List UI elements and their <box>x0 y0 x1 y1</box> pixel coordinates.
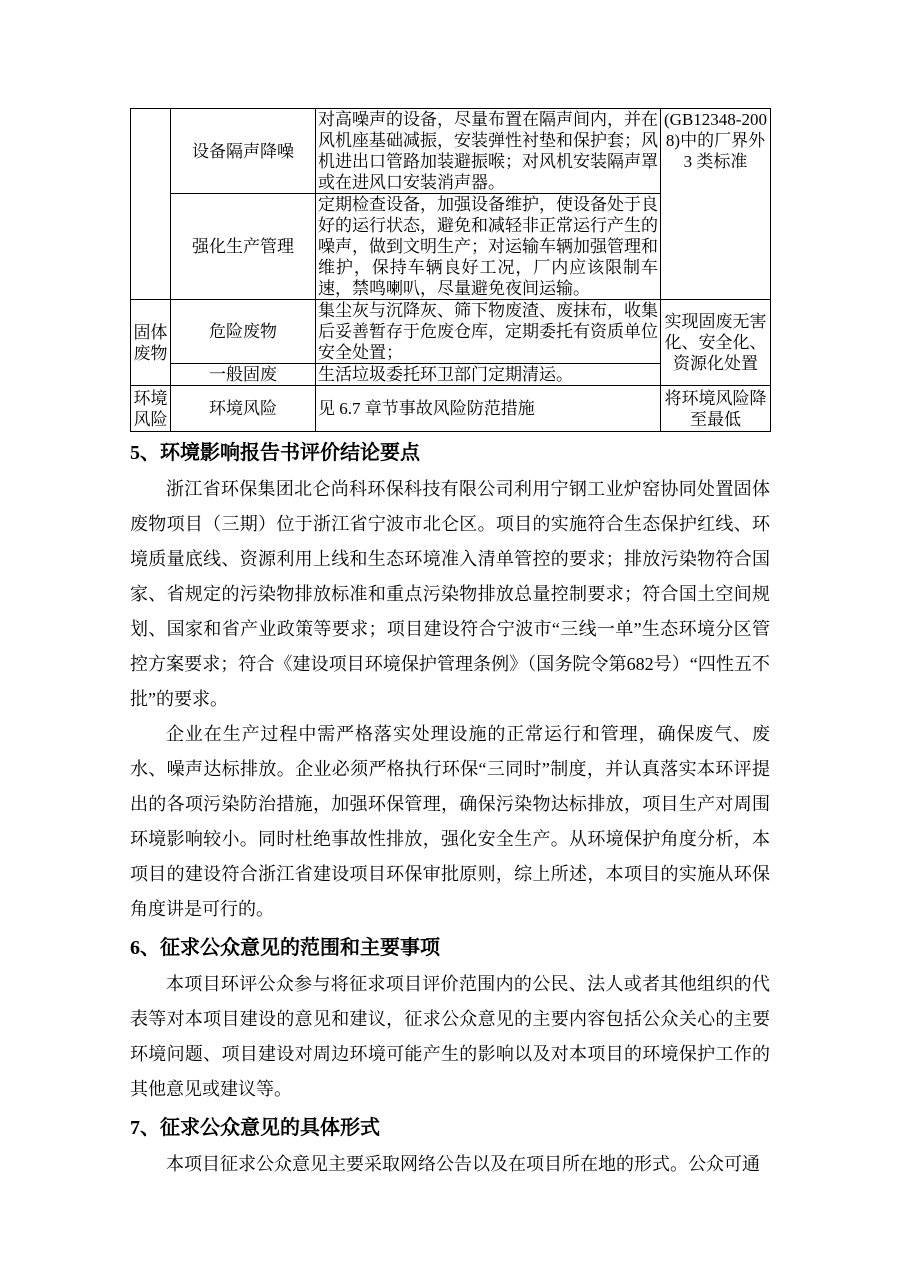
table-cell-description: 集尘灰与沉降灰、筛下物废渣、废抹布，收集后妥善暂存于危废仓库，定期委托有资质单位安全处置； <box>316 300 661 364</box>
section-heading-5: 5、环境影响报告书评价结论要点 <box>130 442 420 464</box>
paragraph-opinion-scope: 本项目环评公众参与将征求项目评价范围内的公民、法人或者其他组织的代表等对本项目建设的意见和建议，征求公众意见的主要内容包括公众关心的主要环境问题、项目建设对周边环境可能产生的影响以及对本项目的环境保护工作的其他意见或建议等。 <box>130 974 770 1099</box>
table-cell-measure: 环境风险 <box>171 386 316 432</box>
paragraph-opinion-form: 本项目征求公众意见主要采取网络公告以及在项目所在地的形式。公众可通 <box>166 1154 760 1174</box>
table-cell-category-solid-waste: 固体废物 <box>131 300 171 386</box>
paragraph-conclusion-2: 企业在生产过程中需严格落实处理设施的正常运行和管理，确保废气、废水、噪声达标排放。企业必须严格执行环保“三同时”制度，并认真落实本环评提出的各项污染防治措施，加强环保管理，确保污染物达标排放，项目生产对周围环境影响较小。同时杜绝事故性排放，强化安全生产。从环境保护角度分析，本项目的建设符合浙江省建设项目环保审批原则，综上所述，本项目的实施从环保角度讲是可行的。 <box>130 724 770 919</box>
table-cell-goal-solid-waste: 实现固废无害化、安全化、资源化处置 <box>661 300 771 386</box>
table-row <box>131 386 771 432</box>
table-cell-description: 生活垃圾委托环卫部门定期清运。 <box>316 364 661 386</box>
table-cell-measure: 设备隔声降噪 <box>171 109 316 194</box>
table-cell-description: 对高噪声的设备，尽量布置在隔声间内，并在风机座基础减振，安装弹性衬垫和保护套；风机进出口管路加装避振喉；对风机安装隔声罩或在进风口安装消声器。 <box>316 109 661 194</box>
table-cell-description: 见 6.7 章节事故风险防范措施 <box>316 386 661 432</box>
table-cell-measure: 强化生产管理 <box>171 194 316 300</box>
table-cell-goal-noise: (GB12348-2008)中的厂界外 3 类标准 <box>661 109 771 300</box>
section-heading-7: 7、征求公众意见的具体形式 <box>130 1117 380 1139</box>
table-cell-category-empty <box>131 109 171 300</box>
table-cell-measure: 一般固废 <box>171 364 316 386</box>
table-cell-category-env-risk: 环境风险 <box>131 386 171 432</box>
table-cell-goal-env-risk: 将环境风险降至最低 <box>661 386 771 432</box>
mitigation-measures-table <box>130 108 771 432</box>
table-row <box>131 109 771 194</box>
table-row <box>131 300 771 364</box>
page-content <box>130 108 770 1182</box>
table-cell-measure: 危险废物 <box>171 300 316 364</box>
paragraph-conclusion-1: 浙江省环保集团北仑尚科环保科技有限公司利用宁钢工业炉窑协同处置固体废物项目（三期）位于浙江省宁波市北仑区。项目的实施符合生态保护红线、环境质量底线、资源利用上线和生态环境准入清单管控的要求；排放污染物符合国家、省规定的污染物排放标准和重点污染物排放总量控制要求；符合国土空间规划、国家和省产业政策等要求；项目建设符合宁波市“三线一单”生态环境分区管控方案要求；符合《建设项目环境保护管理条例》（国务院令第682号）“四性五不批”的要求。 <box>130 479 770 709</box>
table-cell-description: 定期检查设备，加强设备维护，使设备处于良好的运行状态，避免和减轻非正常运行产生的噪声，做到文明生产；对运输车辆加强管理和维护，保持车辆良好工况，厂内应该限制车速，禁鸣喇叭，尽量避免夜间运输。 <box>316 194 661 300</box>
section-heading-6: 6、征求公众意见的范围和主要事项 <box>130 937 440 959</box>
